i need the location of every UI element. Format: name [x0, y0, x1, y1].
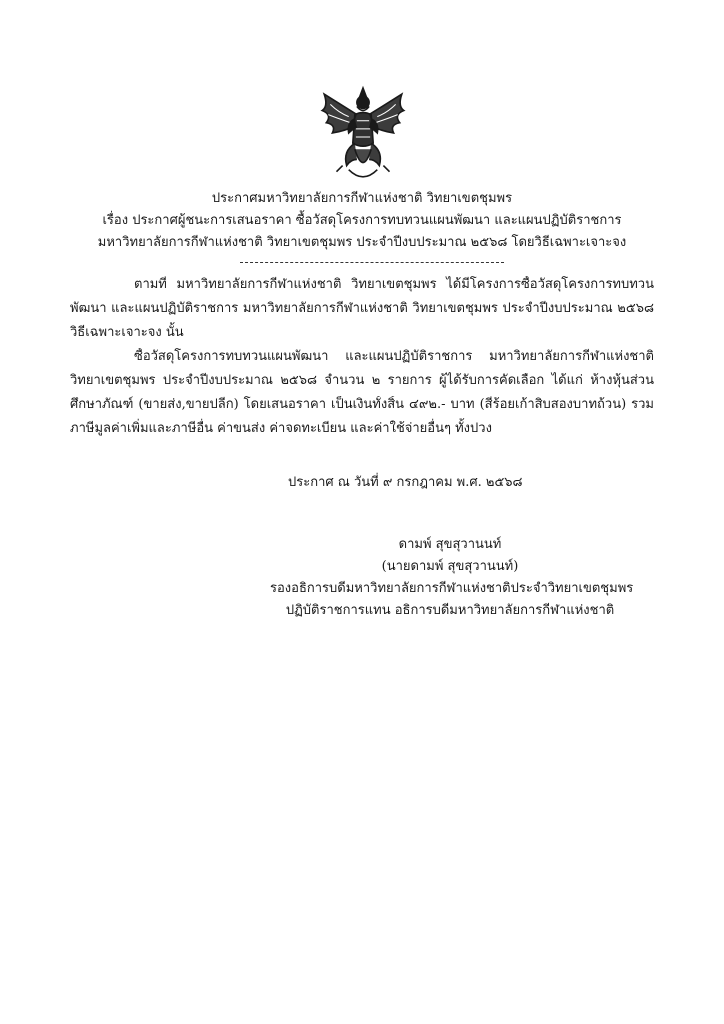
paragraph-1-line-2: พัฒนา และแผนปฏิบัติราชการ มหาวิทยาลัยการกีฬาแห่งชาติ วิทยาเขตชุมพร ประจำปีงบประมาณ ๒๕๖๘	[70, 301, 654, 316]
paragraph-2-line-2: วิทยาเขตชุมพร ประจำปีงบประมาณ ๒๕๖๘ จำนวน ๒ รายการ ผู้ได้รับการคัดเลือก ได้แก่ ห้างหุ้นส่วน	[70, 373, 654, 388]
subject-line-1: เรื่อง ประกาศผู้ชนะการเสนอราคา ซื้อวัสดุโครงการทบทวนแผนพัฒนา และแผนปฏิบัติราชการ	[102, 213, 622, 228]
paragraph-1-line-1: ตามที่ มหาวิทยาลัยการกีฬาแห่งชาติ วิทยาเขตชุมพร ได้มีโครงการซื้อวัสดุโครงการทบทวน	[134, 277, 654, 292]
signatory-full-name: (นายดามพ์ สุขสุวานนท์)	[381, 559, 519, 574]
signatory-position-2: ปฏิบัติราชการแทน อธิการบดีมหาวิทยาลัยการกีฬาแห่งชาติ	[285, 603, 615, 618]
paragraph-1-line-3: วิธีเฉพาะเจาะจง นั้น	[70, 325, 184, 340]
announce-date: ประกาศ ณ วันที่ ๙ กรกฎาคม พ.ศ. ๒๕๖๘	[288, 475, 523, 490]
signature-name: ดามพ์ สุขสุวานนท์	[398, 537, 502, 552]
separator-rule	[240, 262, 504, 263]
paragraph-2-line-3: ศึกษาภัณฑ์ (ขายส่ง,ขายปลีก) โดยเสนอราคา เป็นเงินทั้งสิ้น ๔๙๒.- บาท (สี่ร้อยเก้าสิบสองบาทถ้วน) รวม	[70, 397, 654, 412]
document-title: ประกาศมหาวิทยาลัยการกีฬาแห่งชาติ วิทยาเขตชุมพร	[211, 191, 513, 206]
paragraph-2-line-4: ภาษีมูลค่าเพิ่มและภาษีอื่น ค่าขนส่ง ค่าจดทะเบียน และค่าใช้จ่ายอื่นๆ ทั้งปวง	[70, 421, 492, 436]
subject-line-2: มหาวิทยาลัยการกีฬาแห่งชาติ วิทยาเขตชุมพร ประจำปีงบประมาณ ๒๕๖๘ โดยวิธีเฉพาะเจาะจง	[97, 235, 627, 250]
paragraph-2-line-1: ซื้อวัสดุโครงการทบทวนแผนพัฒนา และแผนปฏิบัติราชการ มหาวิทยาลัยการกีฬาแห่งชาติ	[134, 349, 654, 364]
garuda-emblem-icon	[312, 84, 414, 186]
signatory-position-1: รองอธิการบดีมหาวิทยาลัยการกีฬาแห่งชาติประจำวิทยาเขตชุมพร	[270, 581, 634, 596]
